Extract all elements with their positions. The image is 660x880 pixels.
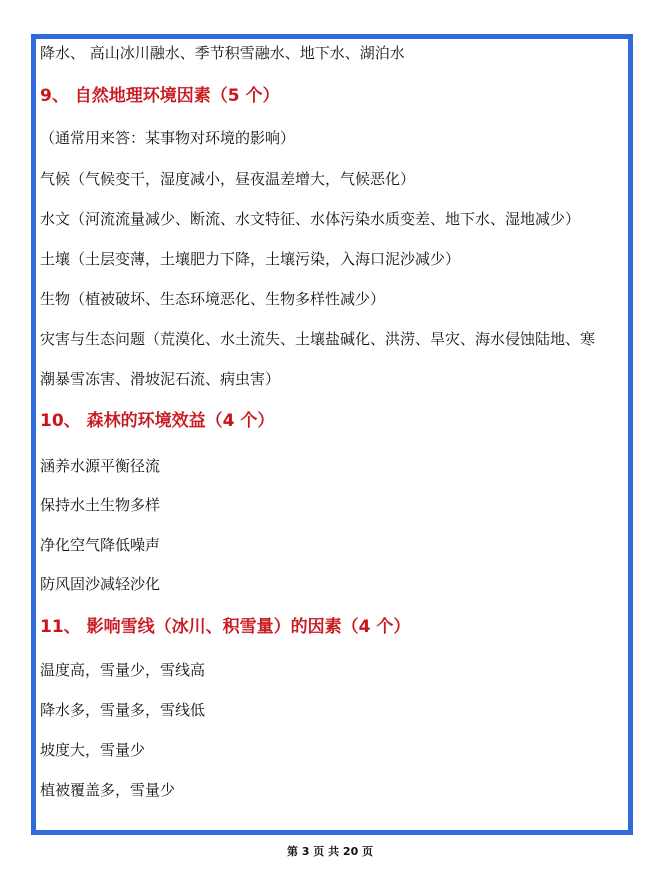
- section-10-item-2: 保持水土生物多样: [40, 496, 161, 514]
- section-9-biology: 生物（植被破坏、生态环境恶化、生物多样性减少）: [40, 290, 386, 308]
- page-number-footer: 第 3 页 共 20 页: [286, 845, 374, 858]
- section-9-heading: 9、 自然地理环境因素（5 个）: [40, 86, 280, 106]
- section-11-item-2: 降水多，雪量多，雪线低: [40, 701, 206, 719]
- section-11-item-1: 温度高，雪量少，雪线高: [40, 661, 206, 679]
- section-11-heading: 11、 影响雪线（冰川、积雪量）的因素（4 个）: [40, 617, 411, 637]
- water-sources-line: 降水、 高山冰川融水、季节积雪融水、地下水、湖泊水: [40, 44, 405, 62]
- section-9-climate: 气候（气候变干，湿度减小，昼夜温差增大，气候恶化）: [40, 170, 416, 188]
- section-10-item-3: 净化空气降低噪声: [40, 536, 161, 554]
- section-9-hazards-continued: 潮暴雪冻害、滑坡泥石流、病虫害）: [40, 370, 281, 388]
- section-10-item-4: 防风固沙减轻沙化: [40, 575, 161, 593]
- section-10-item-1: 涵养水源平衡径流: [40, 457, 161, 475]
- section-9-hydrology: 水文（河流流量减少、断流、水文特征、水体污染水质变差、地下水、湿地减少）: [40, 210, 581, 228]
- section-11-item-4: 植被覆盖多，雪量少: [40, 781, 176, 799]
- section-10-heading: 10、 森林的环境效益（4 个）: [40, 411, 275, 431]
- section-11-item-3: 坡度大，雪量少: [40, 741, 146, 759]
- section-9-soil: 土壤（土层变薄，土壤肥力下降，土壤污染，入海口泥沙减少）: [40, 250, 461, 268]
- section-9-note: （通常用来答：某事物对环境的影响）: [40, 129, 296, 147]
- section-9-hazards: 灾害与生态问题（荒漠化、水土流失、土壤盐碱化、洪涝、旱灾、海水侵蚀陆地、寒: [40, 330, 596, 348]
